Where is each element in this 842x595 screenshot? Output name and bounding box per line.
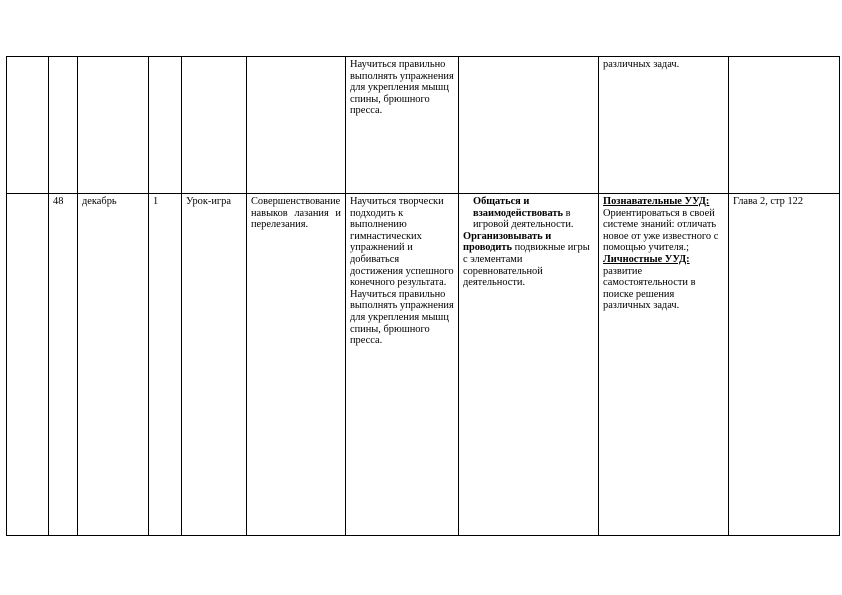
lesson-plan-table	[6, 56, 840, 536]
cell-communicative	[459, 194, 599, 536]
lesson-type: Урок-игра	[186, 196, 231, 207]
cell-empty	[7, 194, 49, 536]
cell-empty	[729, 57, 840, 194]
lesson-plan-table-area	[6, 56, 839, 537]
cell-lesson-type	[182, 194, 247, 536]
cell-empty	[7, 57, 49, 194]
activity-text: Научиться правильно выполнять упражнения для укрепления мышц спины, брюшного пресса.	[350, 59, 454, 117]
uud-text: различных задач.	[603, 59, 680, 70]
communicative-item-1-bold: Общаться и взаимодействовать	[473, 196, 563, 219]
lesson-month: декабрь	[82, 196, 117, 207]
cell-reference	[729, 194, 840, 536]
cell-topic	[247, 194, 346, 536]
lesson-topic: Совершенствование навыков лазания и перелезания.	[251, 196, 341, 231]
textbook-reference: Глава 2, стр 122	[733, 196, 804, 207]
personal-uud-text: развитие самостоятельности в поиске решения различных задач.	[603, 265, 696, 312]
cognitive-uud-text: Ориентироваться в своей системе знаний: отличать новое от уже известного с помощью учителя.;	[603, 207, 719, 254]
cell-empty	[182, 57, 247, 194]
cell-uud	[599, 57, 729, 194]
communicative-item-1-text: в игровой деятельности.	[473, 207, 574, 231]
table-row	[7, 194, 840, 536]
cell-empty	[78, 57, 149, 194]
table-row	[7, 57, 840, 194]
communicative-item-2	[463, 231, 594, 289]
cell-hours	[149, 194, 182, 536]
personal-uud-label: Личностные УУД:	[603, 253, 690, 265]
lesson-number: 48	[53, 196, 64, 207]
activity-text-1: Научиться творчески подходить к выполнению гимнастических упражнений и добиваться достижения успешного конечного результата.	[350, 196, 454, 289]
cell-empty	[49, 57, 78, 194]
cell-empty	[247, 57, 346, 194]
cell-empty	[149, 57, 182, 194]
cognitive-uud-label: Познавательные УУД:	[603, 196, 710, 207]
cell-empty	[459, 57, 599, 194]
communicative-item-2-bold: Организовывать и проводить	[463, 230, 552, 254]
cell-activity	[346, 194, 459, 536]
cell-activity	[346, 57, 459, 194]
communicative-item-2-text: подвижные игры с элементами соревновательной деятельности.	[463, 242, 590, 289]
cell-uud	[599, 194, 729, 536]
communicative-item-1	[463, 196, 594, 231]
cell-lesson-number	[49, 194, 78, 536]
cell-month	[78, 194, 149, 536]
lesson-hours: 1	[153, 196, 159, 207]
activity-text-2: Научиться правильно выполнять упражнения для укрепления мышц спины, брюшного пресса.	[350, 288, 454, 347]
